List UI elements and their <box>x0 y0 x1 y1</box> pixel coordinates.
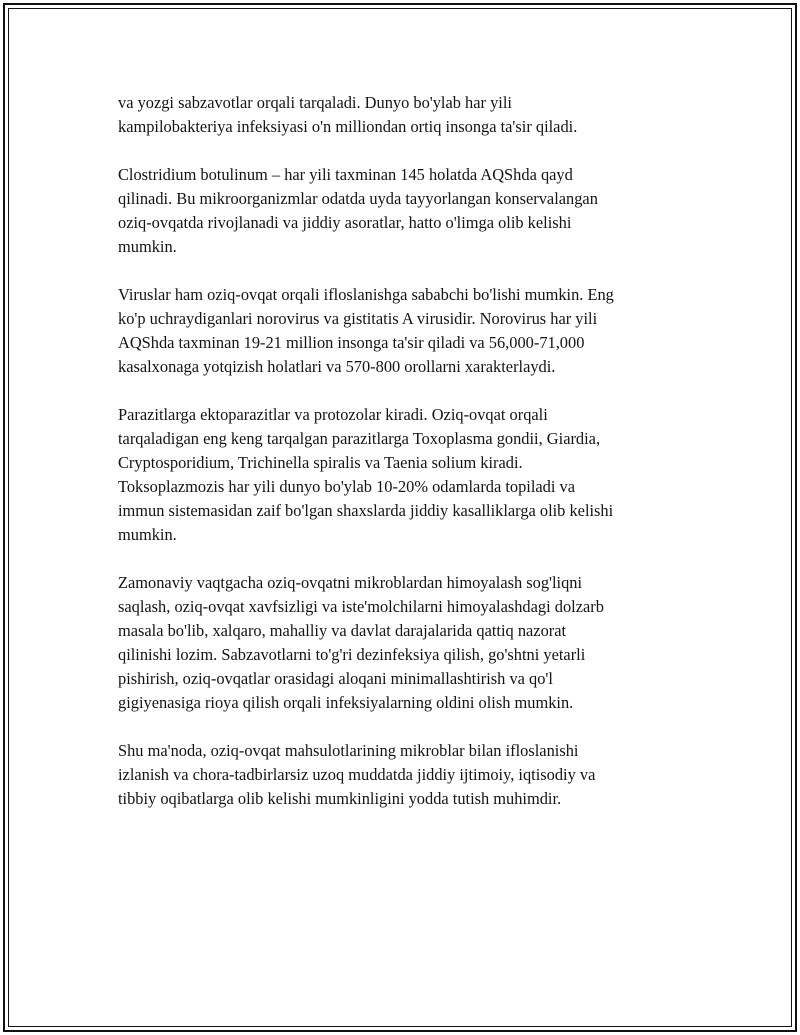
paragraph <box>118 283 698 379</box>
paragraph <box>118 163 698 259</box>
paragraph <box>118 571 698 715</box>
paragraph <box>118 403 698 547</box>
text-line: Shu ma'noda, oziq-ovqat mahsulotlarining mikroblar bilan ifloslanishi <box>118 741 579 760</box>
text-line: qilinishi lozim. Sabzavotlarni to'g'ri dezinfeksiya qilish, go'shtni yetarli <box>118 645 586 664</box>
text-line: AQShda taxminan 19-21 million insonga ta'sir qiladi va 56,000-71,000 <box>118 333 585 352</box>
paragraph <box>118 739 698 811</box>
text-line: qilinadi. Bu mikroorganizmlar odatda uyda tayyorlangan konservalangan <box>118 189 598 208</box>
text-line: saqlash, oziq-ovqat xavfsizligi va iste'molchilarni himoyalashdagi dolzarb <box>118 597 604 616</box>
text-line: izlanish va chora-tadbirlarsiz uzoq muddatda jiddiy ijtimoiy, iqtisodiy va <box>118 765 596 784</box>
text-line: mumkin. <box>118 237 177 256</box>
text-line: kasalxonaga yotqizish holatlari va 570-800 orollarni xarakterlaydi. <box>118 357 556 376</box>
text-line: kampilobakteriya infeksiyasi o'n milliondan ortiq insonga ta'sir qiladi. <box>118 117 578 136</box>
text-line: masala bo'lib, xalqaro, mahalliy va davlat darajalarida qattiq nazorat <box>118 621 567 640</box>
text-line: gigiyenasiga rioya qilish orqali infeksiyalarning oldini olish mumkin. <box>118 693 574 712</box>
document-body <box>118 91 698 835</box>
text-line: tibbiy oqibatlarga olib kelishi mumkinligini yodda tutish muhimdir. <box>118 789 562 808</box>
text-line: tarqaladigan eng keng tarqalgan parazitlarga Toxoplasma gondii, Giardia, <box>118 429 601 448</box>
paragraph <box>118 91 698 139</box>
text-line: Toksoplazmozis har yili dunyo bo'ylab 10-20% odamlarda topiladi va <box>118 477 576 496</box>
text-line: oziq-ovqatda rivojlanadi va jiddiy asoratlar, hatto o'limga olib kelishi <box>118 213 572 232</box>
text-line: Cryptosporidium, Trichinella spiralis va Taenia solium kiradi. <box>118 453 523 472</box>
text-line: Clostridium botulinum – har yili taxminan 145 holatda AQShda qayd <box>118 165 573 184</box>
text-line: Zamonaviy vaqtgacha oziq-ovqatni mikroblardan himoyalash sog'liqni <box>118 573 583 592</box>
text-line: Viruslar ham oziq-ovqat orqali ifloslanishga sababchi bo'lishi mumkin. Eng <box>118 285 614 304</box>
text-line: Parazitlarga ektoparazitlar va protozolar kiradi. Oziq-ovqat orqali <box>118 405 548 424</box>
text-line: va yozgi sabzavotlar orqali tarqaladi. Dunyo bo'ylab har yili <box>118 93 512 112</box>
text-line: ko'p uchraydiganlari norovirus va gistitatis A virusidir. Norovirus har yili <box>118 309 598 328</box>
text-line: immun sistemasidan zaif bo'lgan shaxslarda jiddiy kasalliklarga olib kelishi <box>118 501 614 520</box>
text-line: pishirish, oziq-ovqatlar orasidagi aloqani minimallashtirish va qo'l <box>118 669 553 688</box>
text-line: mumkin. <box>118 525 177 544</box>
